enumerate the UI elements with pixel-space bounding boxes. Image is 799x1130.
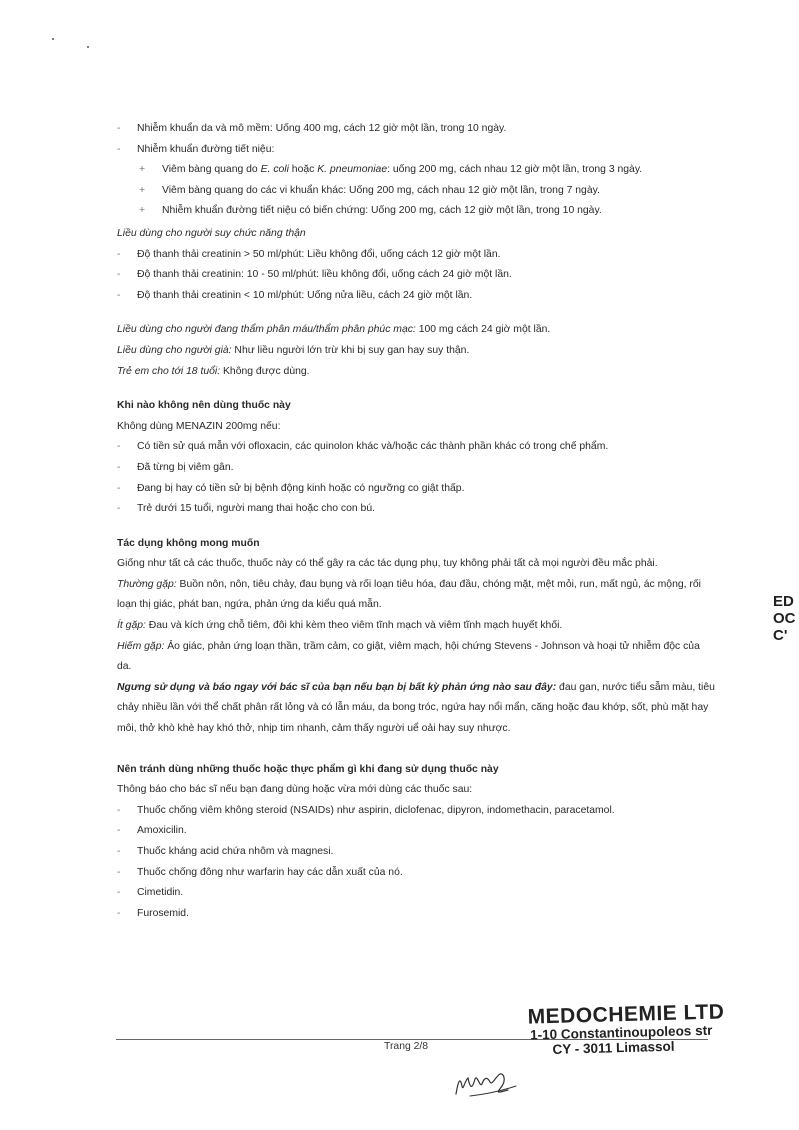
page-number: Trang 2/8 xyxy=(384,1041,429,1052)
renal-item: - Độ thanh thải creatinin > 50 ml/phút: Liều không đổi, uống cách 12 giờ một lần. xyxy=(117,245,717,266)
dosage-skin-item: - Nhiễm khuẩn da và mô mềm: Uống 400 mg, cách 12 giờ một lần, trong 10 ngày. xyxy=(117,119,717,140)
interaction-item: - Amoxicilin. xyxy=(117,821,717,842)
interaction-item: - Furosemid. xyxy=(117,904,717,925)
dialysis-dosage: Liều dùng cho người đang thẩm phân máu/thẩm phân phúc mạc: 100 mg cách 24 giờ một lần. xyxy=(117,324,551,336)
dosage-uti-sub-item: + Nhiễm khuẩn đường tiết niệu có biến chứng: Uống 200 mg, cách 12 giờ một lần, trong 10 ngày. xyxy=(117,201,717,222)
scan-speck xyxy=(87,46,89,48)
interactions-intro: Thông báo cho bác sĩ nếu bạn đang dùng hoặc vừa mới dùng các thuốc sau: xyxy=(117,784,473,796)
stamp-address: 1-10 Constantinoupoleos str xyxy=(529,1022,713,1043)
interaction-item: - Thuốc chống viêm không steroid (NSAIDs) như aspirin, diclofenac, dipyron, indomethacin, paracetamol. xyxy=(117,801,717,822)
adverse-intro: Giống như tất cả các thuốc, thuốc này có thể gây ra các tác dụng phụ, tuy không phải tất cả mọi người đều mắc phải. xyxy=(117,558,658,570)
renal-dosage-title: Liều dùng cho người suy chức năng thận xyxy=(117,227,306,239)
interaction-item: - Thuốc chống đông như warfarin hay các dẫn xuất của nó. xyxy=(117,863,717,884)
renal-item: - Độ thanh thải creatinin < 10 ml/phút: Uống nửa liều, cách 24 giờ một lần. xyxy=(117,286,717,307)
contraindications-intro: Không dùng MENAZIN 200mg nếu: xyxy=(117,420,281,432)
adverse-stop-warning: Ngưng sử dụng và báo ngay với bác sĩ của bạn nếu bạn bị bất kỳ phản ứng nào sau đây: đau gan, nước tiểu sẫm màu, tiêu chảy nhiều lần với thể chất phân rất lỏng và có lẫn máu, da bong tróc, ngứa hay nổi mẩn, căng hoặc đau khớp, sốt, phù mặt hay môi, thở khò khè hay khó thở, nhịp tim nhanh, cảm thấy người uể oải hay suy nhược. xyxy=(117,681,715,735)
dosage-uti-sub-item: + Viêm bàng quang do các vi khuẩn khác: Uống 200 mg, cách nhau 12 giờ một lần, trong 7 ngày. xyxy=(117,181,717,202)
children-dosage: Trẻ em cho tới 18 tuổi: Không được dùng. xyxy=(117,365,310,377)
contraindication-item: - Có tiền sử quá mẫn với ofloxacin, các quinolon khác và/hoặc các thành phần khác có trong chế phẩm. xyxy=(117,437,717,458)
adverse-common: Thường gặp: Buồn nôn, nôn, tiêu chảy, đau bụng và rối loạn tiêu hóa, đau đầu, chóng mặt, mệt mỏi, run, mất ngủ, ác mộng, rối loạn thị giác, phát ban, ngứa, phản ứng da kiểu quá mẫn. xyxy=(117,578,701,611)
adverse-uncommon: Ít gặp: Đau và kích ứng chỗ tiêm, đôi khi kèm theo viêm tĩnh mạch và viêm tĩnh mạch huyết khối. xyxy=(117,620,563,632)
handwritten-signature xyxy=(450,1064,525,1104)
document-body xyxy=(117,119,717,924)
adverse-rare: Hiếm gặp: Ảo giác, phản ứng loạn thần, trầm cảm, co giật, viêm mạch, hội chứng Stevens - Johnson và hoại tử nhiễm độc của da. xyxy=(117,640,700,673)
renal-item: - Độ thanh thải creatinin: 10 - 50 ml/phút: liều không đổi, uống cách 24 giờ một lần. xyxy=(117,265,717,286)
contraindication-item: - Đang bị hay có tiền sử bị bệnh động kinh hoặc có ngưỡng co giật thấp. xyxy=(117,479,717,500)
scan-speck xyxy=(52,38,54,40)
contraindications-heading: Khi nào không nên dùng thuốc này xyxy=(117,400,291,412)
interaction-item: - Cimetidin. xyxy=(117,883,717,904)
stamp-city: CY - 3011 Limassol xyxy=(552,1038,675,1057)
elderly-dosage: Liều dùng cho người già: Như liều người lớn trừ khi bị suy gan hay suy thận. xyxy=(117,344,470,356)
dosage-uti-sub-item: + Viêm bàng quang do E. coli hoặc K. pneumoniae: uống 200 mg, cách nhau 12 giờ một lần, trong 3 ngày. xyxy=(117,160,717,181)
company-stamp xyxy=(527,1000,725,1058)
contraindication-item: - Đã từng bị viêm gân. xyxy=(117,458,717,479)
interaction-item: - Thuốc kháng acid chứa nhôm và magnesi. xyxy=(117,842,717,863)
cropped-stamp-fragment: ED OC C' xyxy=(773,593,796,644)
interactions-heading: Nên tránh dùng những thuốc hoặc thực phẩm gì khi đang sử dụng thuốc này xyxy=(117,763,499,775)
dosage-uti-title: - Nhiễm khuẩn đường tiết niệu: xyxy=(117,140,717,161)
stamp-company-name: MEDOCHEMIE LTD xyxy=(527,1000,725,1029)
contraindication-item: - Trẻ dưới 15 tuổi, người mang thai hoặc cho con bú. xyxy=(117,499,717,520)
adverse-effects-heading: Tác dụng không mong muốn xyxy=(117,537,260,549)
